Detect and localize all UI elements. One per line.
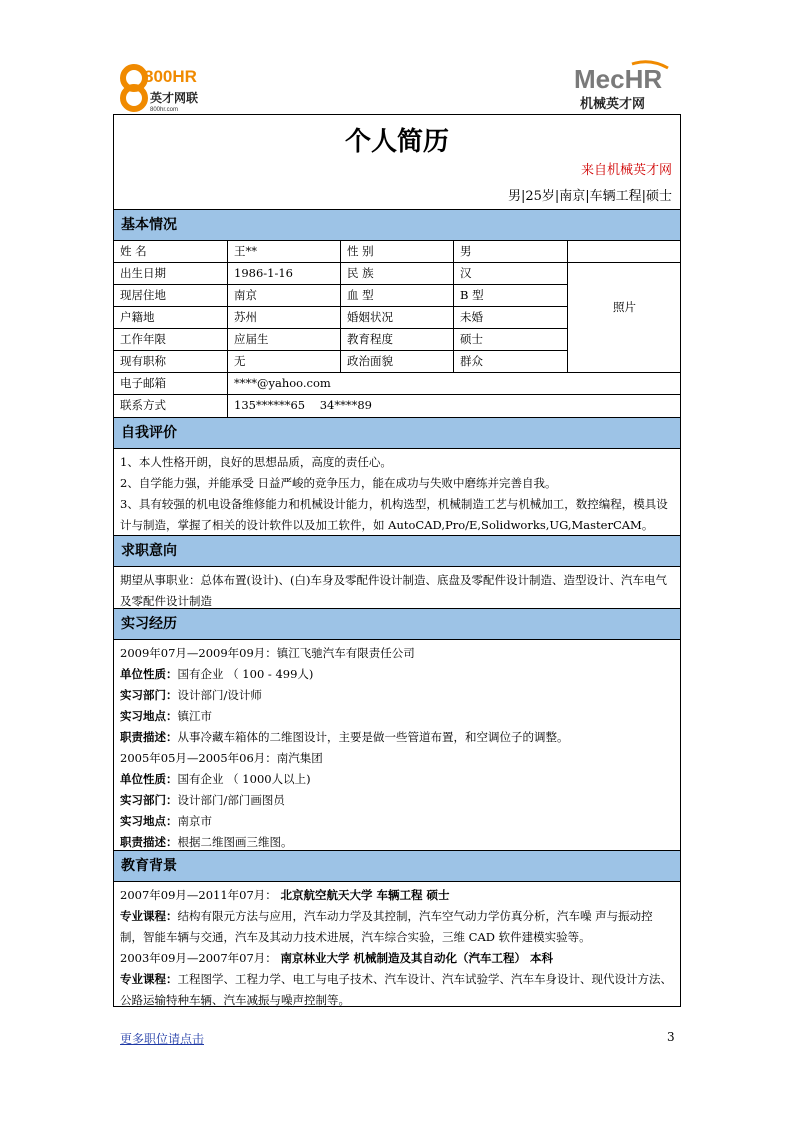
page-title: 个人简历 <box>344 127 449 157</box>
value-cell: 1986-1-16 <box>228 263 341 284</box>
contact-value: 135******65 34****89 <box>234 398 372 412</box>
logo-800hr-cn: 英才网联 <box>150 91 199 105</box>
table-row <box>114 307 568 329</box>
value-cell: 男 <box>454 241 568 262</box>
field-label: 单位性质： <box>120 667 178 681</box>
section-header-internship: 实习经历 <box>114 608 680 640</box>
section-header-intent: 求职意向 <box>114 535 680 567</box>
self-eval-content <box>114 449 680 535</box>
value-cell: 南京 <box>228 285 341 306</box>
field-value: 镇江市 <box>177 709 212 723</box>
value-cell: 汉 <box>454 263 568 284</box>
photo-placeholder: 照片 <box>568 241 681 373</box>
field-value: 根据二维图画三维图。 <box>177 835 293 849</box>
value-cell: 硕士 <box>454 329 568 350</box>
field-label: 实习地点： <box>120 814 178 828</box>
self-eval-item: 3、具有较强的机电设备维修能力和机械设计能力，机构选型，机械制造工艺与机械加工，数控编程，模具设计与制造，掌握了相关的设计软件以及加工软件，如 AutoCAD,Pro/E,Solidworks,UG,MasterCAM。 <box>120 497 668 532</box>
education-school: 北京航空航天大学 车辆工程 硕士 <box>280 888 450 902</box>
logo-800hr-mark: 800HR <box>144 67 197 86</box>
label-cell: 血 型 <box>341 285 454 306</box>
field-value: 设计部门/设计师 <box>177 688 262 702</box>
table-row <box>114 373 680 395</box>
field-label: 专业课程： <box>120 909 178 923</box>
logo-800hr <box>120 58 220 112</box>
education-school: 南京林业大学 机械制造及其自动化（汽车工程） 本科 <box>280 951 553 965</box>
page-number: 3 <box>667 1030 675 1044</box>
intent-content <box>114 567 680 609</box>
value-cell: 群众 <box>454 351 568 372</box>
field-value: 工程图学、工程力学、电工与电子技术、汽车设计、汽车试验学、汽车车身设计、现代设计方法、公路运输特种车辆、汽车减振与噪声控制等。 <box>120 972 672 1007</box>
field-label: 单位性质： <box>120 772 178 786</box>
email-value: ****@yahoo.com <box>234 376 331 390</box>
logo-800hr-sub: 800hr.com <box>150 107 179 112</box>
field-value: 设计部门/部门画图员 <box>177 793 285 807</box>
value-cell: 苏州 <box>228 307 341 328</box>
field-value: 南京市 <box>177 814 212 828</box>
logo-mechr-cn: 机械英才网 <box>580 97 646 112</box>
field-value: 从事冷藏车箱体的二维图设计，主要是做一些管道布置，和空调位子的调整。 <box>177 730 569 744</box>
resume-frame <box>113 114 681 1007</box>
label-cell: 婚姻状况 <box>341 307 454 328</box>
more-jobs-link[interactable]: 更多职位请点击 <box>120 1032 205 1046</box>
label-cell: 性 别 <box>341 241 454 262</box>
self-eval-item: 1、本人性格开朗，良好的思想品质，高度的责任心。 <box>120 455 392 469</box>
label-cell: 政治面貌 <box>341 351 454 372</box>
education-period: 2003年09月—2007年07月： <box>120 951 277 965</box>
label-cell: 出生日期 <box>114 263 228 284</box>
field-value: 国有企业 （ 100 - 499人) <box>177 667 314 681</box>
label-cell: 工作年限 <box>114 329 228 350</box>
field-value: 结构有限元方法与应用，汽车动力学及其控制，汽车空气动力学仿真分析，汽车噪 声与振动控制，智能车辆与交通，汽车及其动力技术进展，汽车综合实验，三维 CAD 软件建模实验等。 <box>120 909 653 944</box>
section-header-self-eval: 自我评价 <box>114 417 680 449</box>
education-content <box>114 882 680 1014</box>
internship-period: 2009年07月—2009年09月：镇江飞驰汽车有限责任公司 <box>120 646 415 660</box>
logo-mechr <box>572 58 672 112</box>
contact-label: 联系方式 <box>114 395 228 417</box>
label-cell: 现居住地 <box>114 285 228 306</box>
internship-period: 2005年05月—2005年06月：南汽集团 <box>120 751 323 765</box>
field-label: 实习部门： <box>120 688 178 702</box>
section-header-basic: 基本情况 <box>114 209 680 241</box>
table-row <box>114 395 680 417</box>
summary-text: 男|25岁|南京|车辆工程|硕士 <box>507 189 672 204</box>
label-cell: 民 族 <box>341 263 454 284</box>
internship-content <box>114 640 680 856</box>
value-cell: B 型 <box>454 285 568 306</box>
source-text: 来自机械英才网 <box>580 163 672 178</box>
section-header-education: 教育背景 <box>114 850 680 882</box>
field-label: 实习地点： <box>120 709 178 723</box>
field-value: 国有企业 （ 1000人以上) <box>177 772 311 786</box>
label-cell: 户籍地 <box>114 307 228 328</box>
table-row <box>114 329 568 351</box>
field-label: 实习部门： <box>120 793 178 807</box>
table-row <box>114 285 568 307</box>
table-row <box>114 351 568 373</box>
field-label: 职责描述： <box>120 835 178 849</box>
email-label: 电子邮箱 <box>114 373 228 394</box>
label-cell: 姓 名 <box>114 241 228 262</box>
value-cell: 王** <box>228 241 341 262</box>
value-cell: 应届生 <box>228 329 341 350</box>
logo-mechr-mark: MecHR <box>574 64 663 94</box>
field-label: 专业课程： <box>120 972 178 986</box>
education-period: 2007年09月—2011年07月： <box>120 888 277 902</box>
value-cell: 未婚 <box>454 307 568 328</box>
intent-text: 期望从事职业：总体布置(设计)、(白)车身及零配件设计制造、底盘及零配件设计制造、造型设计、汽车电气及零配件设计制造 <box>120 573 667 608</box>
table-row <box>114 263 568 285</box>
field-label: 职责描述： <box>120 730 178 744</box>
value-cell: 无 <box>228 351 341 372</box>
label-cell: 教育程度 <box>341 329 454 350</box>
label-cell: 现有职称 <box>114 351 228 372</box>
self-eval-item: 2、自学能力强，并能承受 日益严峻的竞争压力，能在成功与失败中磨练并完善自我。 <box>120 476 557 490</box>
